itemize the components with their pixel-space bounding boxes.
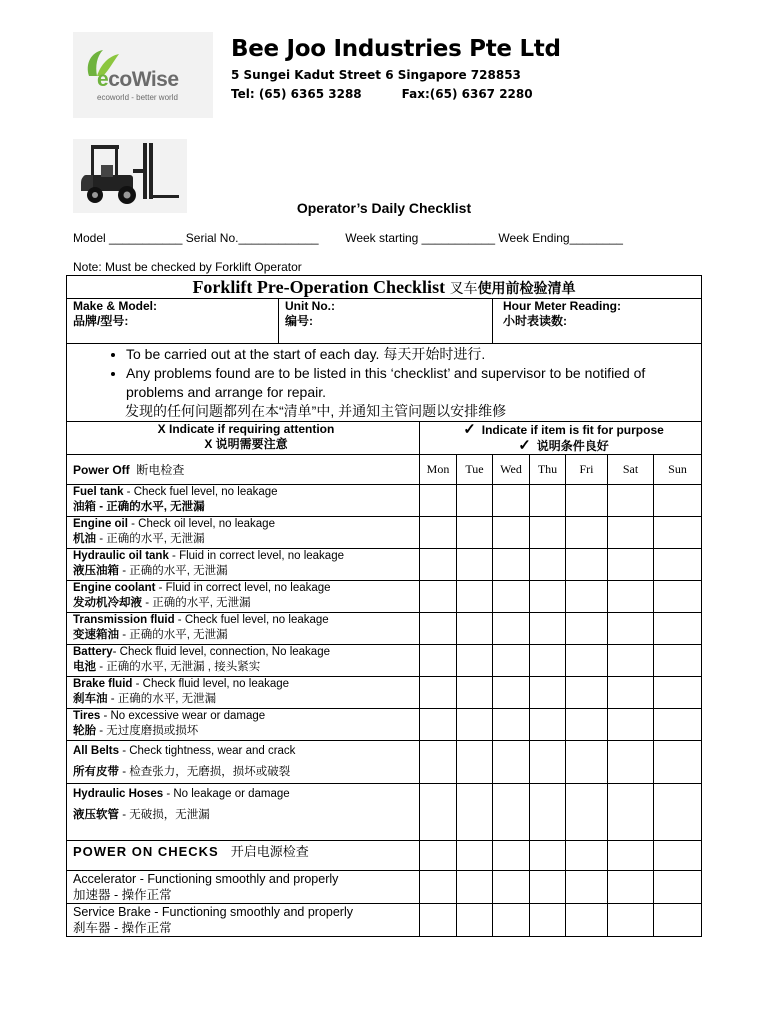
item-label: Hydraulic oil tank - Fluid in correct level, no leakage 液压油箱 - 正确的水平, 无泄漏 — [67, 549, 420, 581]
legend-attention: X Indicate if requiring attention X 说明需要注意 — [67, 422, 420, 455]
check-cell[interactable] — [530, 581, 566, 613]
check-cell[interactable] — [457, 871, 493, 904]
table-row — [67, 645, 702, 677]
check-cell[interactable] — [530, 871, 566, 904]
day-wed: Wed — [493, 455, 530, 485]
item-label: Brake fluid - Check fluid level, no leakage 刹车油 - 正确的水平, 无泄漏 — [67, 677, 420, 709]
check-cell[interactable] — [566, 485, 608, 517]
check-cell[interactable] — [457, 549, 493, 581]
check-cell[interactable] — [457, 613, 493, 645]
check-cell[interactable] — [530, 613, 566, 645]
check-cell[interactable] — [493, 517, 530, 549]
item-label: Hydraulic Hoses - No leakage or damage 液压软管 - 无破损，无泄漏 — [67, 784, 420, 841]
day-mon: Mon — [420, 455, 457, 485]
table-row — [67, 485, 702, 517]
check-cell[interactable] — [493, 677, 530, 709]
unit-no-field[interactable]: Unit No.: 编号: — [279, 299, 493, 343]
check-cell[interactable] — [493, 549, 530, 581]
check-cell[interactable] — [566, 581, 608, 613]
check-cell[interactable] — [530, 784, 566, 841]
check-cell[interactable] — [457, 645, 493, 677]
item-label: Accelerator - Functioning smoothly and properly 加速器 - 操作正常 — [67, 871, 420, 904]
company-contact: Tel: (65) 6365 3288 Fax:(65) 6367 2280 — [231, 87, 533, 101]
check-cell[interactable] — [493, 904, 530, 937]
table-row — [67, 517, 702, 549]
check-cell[interactable] — [566, 613, 608, 645]
check-cell[interactable] — [530, 549, 566, 581]
check-cell[interactable] — [457, 677, 493, 709]
table-row — [67, 677, 702, 709]
instruction-1: • To be carried out at the start of each day. 每天开始时进行. — [126, 345, 701, 364]
check-cell[interactable] — [457, 709, 493, 741]
check-cell[interactable] — [566, 517, 608, 549]
operator-note: Note: Must be checked by Forklift Operator — [73, 260, 302, 274]
check-cell[interactable] — [420, 485, 457, 517]
day-sat: Sat — [608, 455, 654, 485]
check-cell[interactable] — [654, 613, 702, 645]
check-cell[interactable] — [493, 741, 530, 784]
item-label: All Belts - Check tightness, wear and crack 所有皮带 - 检查张力，无磨损，损坏或破裂 — [67, 741, 420, 784]
day-sun: Sun — [654, 455, 702, 485]
table-row — [67, 904, 702, 937]
day-tue: Tue — [457, 455, 493, 485]
logo-tagline: ecoworld - better world — [97, 93, 178, 102]
check-cell[interactable] — [608, 709, 654, 741]
check-cell[interactable] — [654, 709, 702, 741]
table-row — [67, 549, 702, 581]
document-title: Operator’s Daily Checklist — [296, 200, 472, 216]
check-cell[interactable] — [654, 784, 702, 841]
check-cell[interactable] — [654, 677, 702, 709]
check-cell[interactable] — [493, 871, 530, 904]
check-cell[interactable] — [530, 517, 566, 549]
check-cell[interactable] — [608, 645, 654, 677]
check-cell[interactable] — [420, 677, 457, 709]
check-cell[interactable] — [654, 517, 702, 549]
check-cell[interactable] — [530, 709, 566, 741]
check-cell[interactable] — [608, 549, 654, 581]
table-row — [67, 581, 702, 613]
legend-fit: ✓ Indicate if item is fit for purpose ✓ 说明条件良好 — [420, 422, 702, 455]
item-label: Battery- Check fluid level, connection, No leakage 电池 - 正确的水平, 无泄漏 , 接头紧实 — [67, 645, 420, 677]
check-cell[interactable] — [530, 645, 566, 677]
check-cell[interactable] — [420, 741, 457, 784]
check-cell[interactable] — [493, 613, 530, 645]
check-cell[interactable] — [608, 784, 654, 841]
ecowise-logo — [73, 32, 213, 118]
table-row — [67, 741, 702, 784]
check-cell[interactable] — [457, 517, 493, 549]
check-cell[interactable] — [420, 581, 457, 613]
check-icon: ✓ — [463, 421, 476, 438]
check-cell[interactable] — [608, 871, 654, 904]
check-cell[interactable] — [493, 581, 530, 613]
check-icon: ✓ — [518, 437, 531, 454]
check-cell[interactable] — [608, 485, 654, 517]
check-cell[interactable] — [457, 904, 493, 937]
check-cell[interactable] — [608, 677, 654, 709]
table-row — [67, 709, 702, 741]
check-cell[interactable] — [420, 613, 457, 645]
check-cell[interactable] — [608, 581, 654, 613]
check-cell[interactable] — [566, 741, 608, 784]
table-row — [67, 871, 702, 904]
power-on-heading: POWER ON CHECKS 开启电源检查 — [67, 841, 420, 871]
day-thu: Thu — [530, 455, 566, 485]
table-row — [67, 613, 702, 645]
check-cell[interactable] — [530, 904, 566, 937]
check-cell[interactable] — [654, 485, 702, 517]
make-model-field[interactable]: Make & Model: 品牌/型号: — [67, 299, 279, 343]
check-cell[interactable] — [608, 904, 654, 937]
check-cell[interactable] — [654, 549, 702, 581]
check-cell[interactable] — [420, 517, 457, 549]
check-cell[interactable] — [420, 645, 457, 677]
check-cell[interactable] — [420, 784, 457, 841]
check-cell[interactable] — [566, 871, 608, 904]
check-cell[interactable] — [493, 709, 530, 741]
check-cell[interactable] — [457, 581, 493, 613]
check-cell[interactable] — [654, 741, 702, 784]
check-cell[interactable] — [566, 784, 608, 841]
instructions — [67, 344, 702, 422]
item-label: Engine coolant - Fluid in correct level, no leakage 发动机冷却液 - 正确的水平, 无泄漏 — [67, 581, 420, 613]
power-off-heading: Power Off 断电检查 — [67, 455, 420, 485]
check-cell[interactable] — [566, 645, 608, 677]
check-cell[interactable] — [420, 871, 457, 904]
company-address: 5 Sungei Kadut Street 6 Singapore 728853 — [231, 68, 521, 82]
check-cell[interactable] — [420, 549, 457, 581]
check-cell[interactable] — [654, 871, 702, 904]
check-cell[interactable] — [457, 485, 493, 517]
check-cell[interactable] — [530, 741, 566, 784]
company-name: Bee Joo Industries Pte Ltd — [231, 36, 561, 62]
check-cell[interactable] — [608, 613, 654, 645]
check-cell[interactable] — [457, 741, 493, 784]
check-cell[interactable] — [566, 709, 608, 741]
check-cell[interactable] — [420, 709, 457, 741]
check-cell[interactable] — [608, 517, 654, 549]
check-cell[interactable] — [530, 485, 566, 517]
check-cell[interactable] — [566, 677, 608, 709]
check-cell[interactable] — [530, 677, 566, 709]
day-fri: Fri — [566, 455, 608, 485]
check-cell[interactable] — [420, 904, 457, 937]
check-cell[interactable] — [566, 549, 608, 581]
item-label: Transmission fluid - Check fuel level, no leakage 变速箱油 - 正确的水平, 无泄漏 — [67, 613, 420, 645]
checklist-title: Forklift Pre-Operation Checklist 叉车使用前检验清单 — [67, 276, 702, 299]
item-label: Tires - No excessive wear or damage 轮胎 - 无过度磨损或损坏 — [67, 709, 420, 741]
item-label: Fuel tank - Check fuel level, no leakage 油箱 - 正确的水平, 无泄漏 — [67, 485, 420, 517]
hour-meter-field[interactable]: Hour Meter Reading: 小时表读数: — [503, 299, 622, 328]
item-label: Service Brake - Functioning smoothly and properly 刹车器 - 操作正常 — [67, 904, 420, 937]
check-cell[interactable] — [654, 904, 702, 937]
check-cell[interactable] — [654, 581, 702, 613]
pre-operation-checklist — [66, 275, 702, 937]
table-row — [67, 784, 702, 841]
check-cell[interactable] — [608, 741, 654, 784]
header-fields: Model ___________ Serial No.____________ Week starting ___________ Week Ending________ — [73, 231, 623, 245]
logo-wordmark: ecoWise — [97, 68, 179, 91]
item-label: Engine oil - Check oil level, no leakage 机油 - 正确的水平, 无泄漏 — [67, 517, 420, 549]
check-cell[interactable] — [493, 784, 530, 841]
check-cell[interactable] — [493, 485, 530, 517]
instruction-2: • Any problems found are to be listed in this ‘checklist’ and supervisor to be notified of problems and arrange for repair. 发现的任何问题都列在本“清单”中, 并通知主管问题以安排维修 — [126, 364, 701, 421]
check-cell[interactable] — [493, 645, 530, 677]
check-cell[interactable] — [566, 904, 608, 937]
check-cell[interactable] — [654, 645, 702, 677]
check-cell[interactable] — [457, 784, 493, 841]
